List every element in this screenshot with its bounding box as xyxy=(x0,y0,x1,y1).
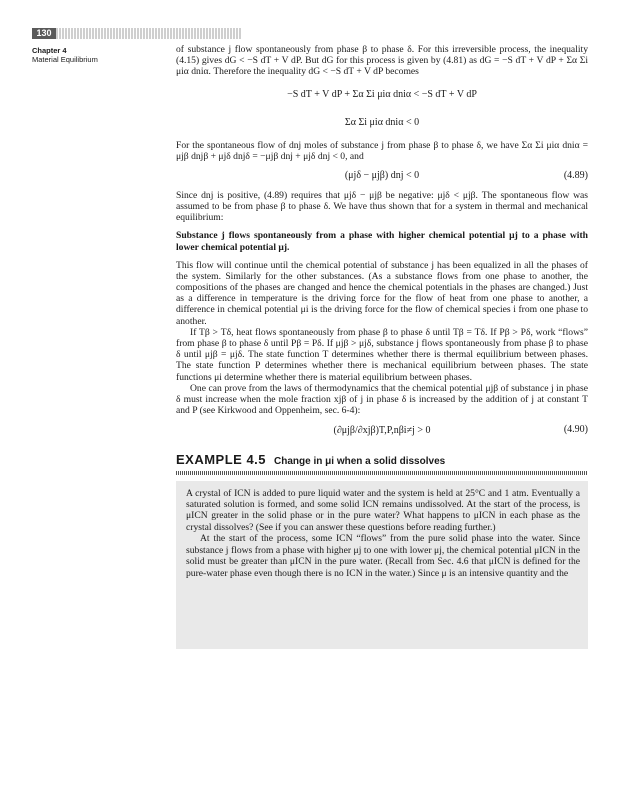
equation-4-90 xyxy=(176,422,588,438)
equation-1-text: −S dT + V dP + Σα Σi μiα dniα < −S dT + V dP xyxy=(287,89,477,100)
paragraph-2: For the spontaneous flow of dnj moles of substance j from phase β to phase δ, we have Σα Σi μiα dniα = μjβ dnjβ + μjδ dnjδ = −μjβ dnj + μjδ dnj < 0, and xyxy=(176,139,588,162)
equation-4-89 xyxy=(176,168,588,184)
equation-1 xyxy=(176,84,588,106)
paragraph-3: Since dnj is positive, (4.89) requires that μjδ − μjβ be negative: μjδ < μjβ. The spontaneous flow was assumed to be from phase β to phase δ. We have thus shown that for a system in thermal and mechanical equilibrium: xyxy=(176,190,588,224)
paragraph-1: of substance j flow spontaneously from phase β to phase δ. For this irreversible process, the inequality (4.15) gives dG < −S dT + V dP. But dG for this process is given by (4.81) as dG = −S dT + V dP + Σα Σi μiα dniα. Therefore the inequality dG < −S dT + V dP becomes xyxy=(176,44,588,78)
main-text xyxy=(176,44,588,649)
equation-number: (4.90) xyxy=(563,424,588,436)
example-paragraph-1: A crystal of ICN is added to pure liquid water and the system is held at 25°C and 1 atm. Eventually a saturated solution is formed, and some solid ICN remains undissolved. At the start of the process, is μICN greater in the solid phase or in the pure water? What happens to μICN in each phase as the crystal dissolves? (See if you can answer these questions before reading further.) xyxy=(186,487,580,533)
paragraph-5: If Tβ > Tδ, heat flows spontaneously from phase β to phase δ until Tβ = Tδ. If Pβ > Pδ, work “flows” from phase β to phase δ until Pβ = Pδ. If μjβ > μjδ, substance j flows spontaneously from phase β to phase δ until μjβ = μjδ. The state function T determines whether there is thermal equilibrium between phases. The state function P determines whether there is mechanical equilibrium between phases. The state functions μi determine whether there is material equilibrium between phases. xyxy=(176,326,588,383)
example-title: Change in μi when a solid dissolves xyxy=(274,456,446,468)
page-header-bar xyxy=(32,28,242,39)
chapter-title: Material Equilibrium xyxy=(32,55,98,64)
page-number: 130 xyxy=(32,28,56,39)
chapter-number: Chapter 4 xyxy=(32,46,67,55)
equation-2 xyxy=(176,112,588,134)
paragraph-6: One can prove from the laws of thermodynamics that the chemical potential μjβ of substance j in phase δ must increase when the mole fraction xjβ of j in phase δ is increased by the addition of j at constant T and P (see Kirkwood and Oppenheim, sec. 6-4): xyxy=(176,382,588,417)
equation-4-89-text: (μjδ − μjβ) dnj < 0 xyxy=(344,170,420,182)
example-rule xyxy=(176,471,588,475)
paragraph-4: This flow will continue until the chemical potential of substance j has been equalized in all the phases of the system. Similarly for the other substances. (As a substance flows from one phase to another, the compositions of the phases are changed and hence the chemical potentials in the phases are changed.) Just as a difference in temperature is the driving force for the flow of heat from one phase to another, a difference in chemical potential μi is the driving force for the flow of chemical species i from one phase to another. xyxy=(176,259,588,327)
chapter-sidenote xyxy=(32,46,162,64)
example-label: EXAMPLE 4.5 xyxy=(176,452,267,468)
example-paragraph-2: At the start of the process, some ICN “flows” from the pure solid phase into the water. Since substance j flows from a phase with higher μj to one with lower μj, the chemical potential μICN in the solid must be greater than μICN in the pure water. (Recall from Sec. 4.6 that μICN is defined for the pure-water phase even though there is no ICN in the water.) Since μ is an intensive quantity and the xyxy=(186,533,580,579)
equation-number: (4.89) xyxy=(563,170,588,182)
equation-2-text: Σα Σi μiα dniα < 0 xyxy=(344,117,420,128)
equation-4-90-text: (∂μjβ/∂xjβ)T,P,nβi≠j > 0 xyxy=(333,424,431,436)
example-heading xyxy=(176,454,588,467)
key-statement: Substance j flows spontaneously from a phase with higher chemical potential μj to a phase with lower chemical potential μj. xyxy=(176,229,588,253)
example-box xyxy=(176,481,588,649)
